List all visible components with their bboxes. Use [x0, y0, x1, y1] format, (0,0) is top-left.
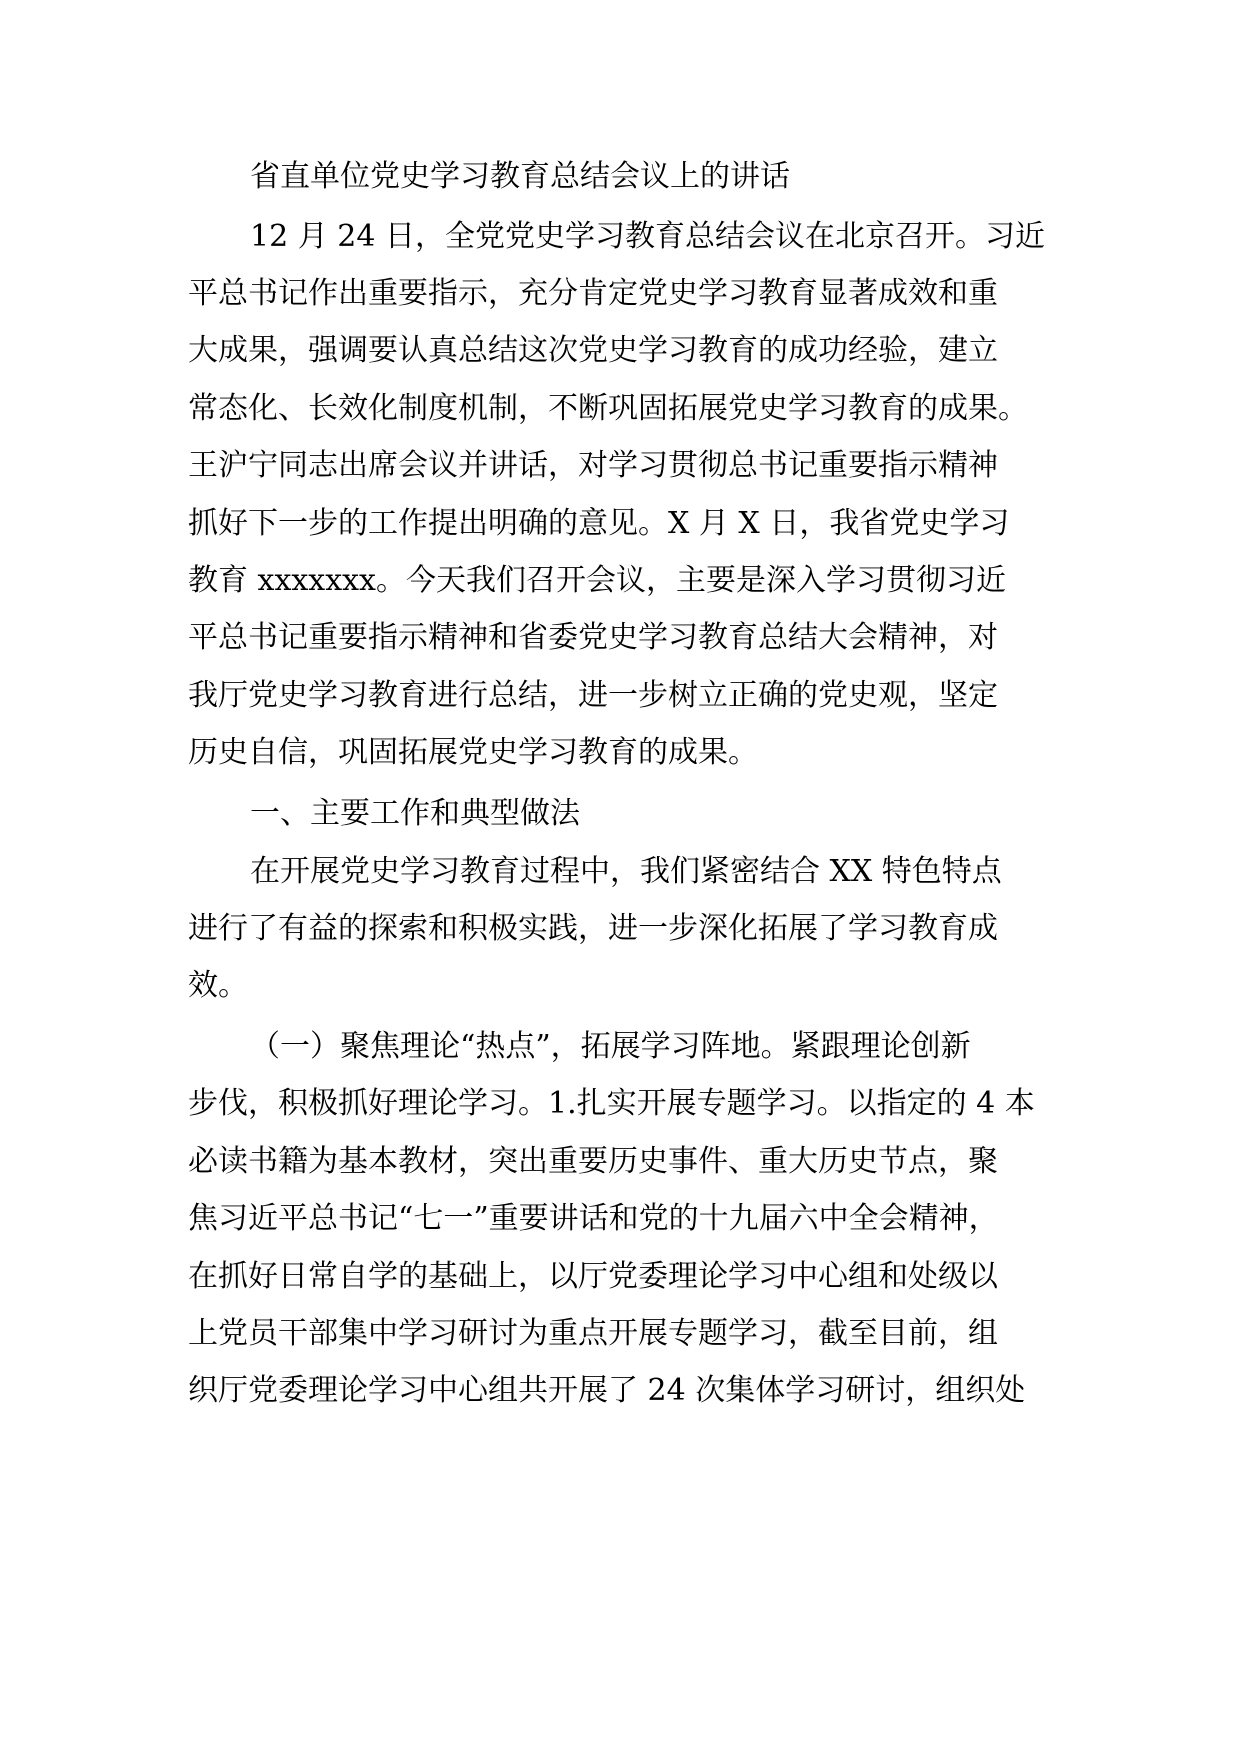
text-line: 大成果，强调要认真总结这次党史学习教育的成功经验，建立 [188, 333, 998, 368]
document-title: 省直单位党史学习教育总结会议上的讲话 [250, 159, 790, 194]
text-line: 在抓好日常自学的基础上，以厅党委理论学习中心组和处级以 [188, 1259, 998, 1294]
text-line: 历史自信，巩固拓展党史学习教育的成果。 [188, 735, 758, 770]
text-line: 进行了有益的探索和积极实践，进一步深化拓展了学习教育成 [188, 911, 998, 946]
text-line: 焦习近平总书记“七一”重要讲话和党的十九届六中全会精神， [188, 1201, 999, 1236]
text-line: 常态化、长效化制度机制，不断巩固拓展党史学习教育的成果。 [188, 391, 1028, 426]
text-line: 教育 xxxxxxx。今天我们召开会议，主要是深入学习贯彻习近 [188, 563, 1006, 598]
subsection-heading-line: （一）聚焦理论“热点”，拓展学习阵地。紧跟理论创新 [250, 1029, 971, 1064]
text-line: 上党员干部集中学习研讨为重点开展专题学习，截至目前，组 [188, 1316, 998, 1351]
text-line: 效。 [188, 968, 248, 1003]
text-line: 必读书籍为基本教材，突出重要历史事件、重大历史节点，聚 [188, 1144, 998, 1179]
text-line: 王沪宁同志出席会议并讲话，对学习贯彻总书记重要指示精神 [188, 448, 998, 483]
text-line: 12 月 24 日，全党党史学习教育总结会议在北京召开。习近 [250, 219, 1045, 254]
text-line: 我厅党史学习教育进行总结，进一步树立正确的党史观，坚定 [188, 678, 998, 713]
text-line: 在开展党史学习教育过程中，我们紧密结合 XX 特色特点 [250, 854, 1002, 889]
text-line: 抓好下一步的工作提出明确的意见。X 月 X 日，我省党史学习 [188, 506, 1010, 541]
text-line: 平总书记重要指示精神和省委党史学习教育总结大会精神，对 [188, 620, 998, 655]
text-line: 织厅党委理论学习中心组共开展了 24 次集体学习研讨，组织处 [188, 1373, 1026, 1408]
section-heading: 一、主要工作和典型做法 [250, 796, 580, 831]
text-line: 平总书记作出重要指示，充分肯定党史学习教育显著成效和重 [188, 276, 998, 311]
text-line: 步伐，积极抓好理论学习。1.扎实开展专题学习。以指定的 4 本 [188, 1086, 1035, 1121]
